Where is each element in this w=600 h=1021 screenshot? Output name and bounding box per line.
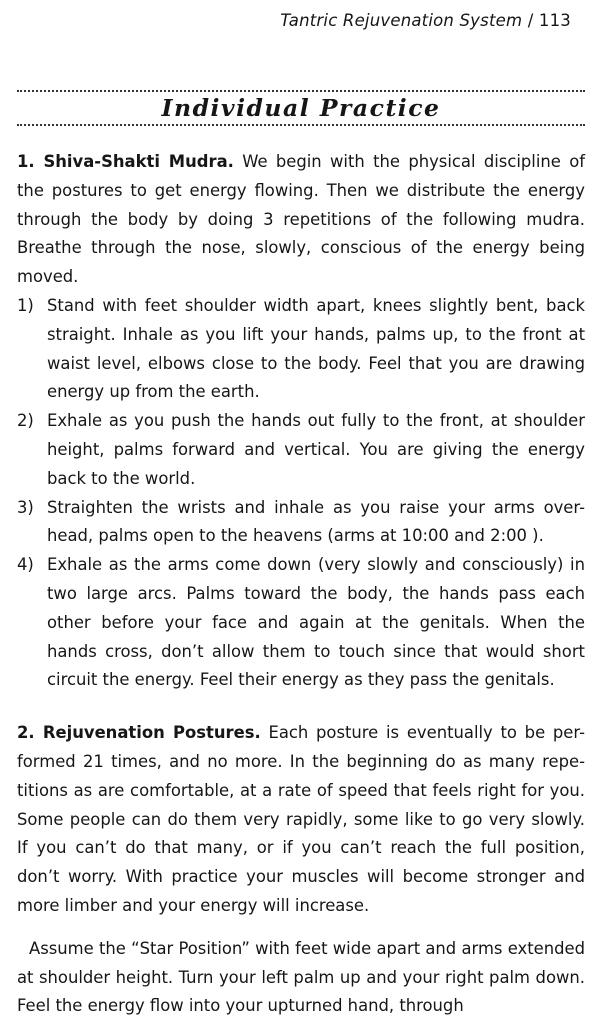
running-head [280,11,571,30]
list-item [17,292,585,407]
running-head-separator: / [522,11,539,30]
step-number: 3) [17,497,34,517]
page-number: 113 [538,11,571,30]
section-2-text: Each posture is eventually to be per-formed 21 times, and no more. In the beginning do as many repe-titions as are comfortable, at a rate of speed that feels right for you. Some people can do them very rapidly, some like to go very slowly. If you can’t do that many, or if you can’t reach the full position, don’t worry. With practice your muscles will become stronger and more limber and your energy will increase. [17,723,585,915]
list-item [17,551,585,695]
dotted-rule-top [17,90,585,92]
section-1-text: We begin with the physical discipline of the postures to get energy flowing. Then we distribute the energy through the body by doing 3 repetitions of the following mudra. Breathe through the nose, slowly, conscious of the energy being moved. [17,152,585,287]
dotted-rule-bottom [17,124,585,126]
list-item [17,407,585,493]
step-text: Exhale as the arms come down (very slowly and consciously) in two large arcs. Palms toward the body, the hands pass each other before your face and again at the genitals. When the hands cross, don’t allow them to touch since that would short circuit the energy. Feel their energy as they pass the genitals. [47,555,585,690]
step-number: 4) [17,555,34,575]
section-2-intro [17,719,585,921]
step-text: Straighten the wrists and inhale as you raise your arms over-head, palms open to the heavens (arms at 10:00 and 2:00 ). [47,497,585,546]
section-1-lead: 1. Shiva-Shakti Mudra. [17,152,234,171]
step-text: Exhale as you push the hands out fully to the front, at shoulder height, palms forward and vertical. You are giving the energy back to the world. [47,411,585,488]
step-number: 1) [17,295,34,315]
list-item [17,494,585,552]
mudra-steps [17,292,585,695]
section-heading: Individual Practice [161,94,441,122]
section-2-lead: 2. Rejuvenation Postures. [17,723,261,743]
step-text: Stand with feet shoulder width apart, knees slightly bent, back straight. Inhale as you lift your hands, palms up, to the front at waist level, elbows close to the body. Feel that you are drawing energy up from the earth. [47,295,585,402]
section-1-intro [17,148,585,292]
step-number: 2) [17,411,34,431]
running-head-title: Tantric Rejuvenation System [280,11,523,30]
body-text [17,148,585,1021]
paragraph-spacer [17,921,585,935]
section-2-paragraph-2: Assume the “Star Position” with feet wide apart and arms extended at shoulder height. Turn your left palm up and your right palm down. Feel the energy flow into your upturned hand, through [17,938,585,1016]
section-spacer [17,695,585,719]
